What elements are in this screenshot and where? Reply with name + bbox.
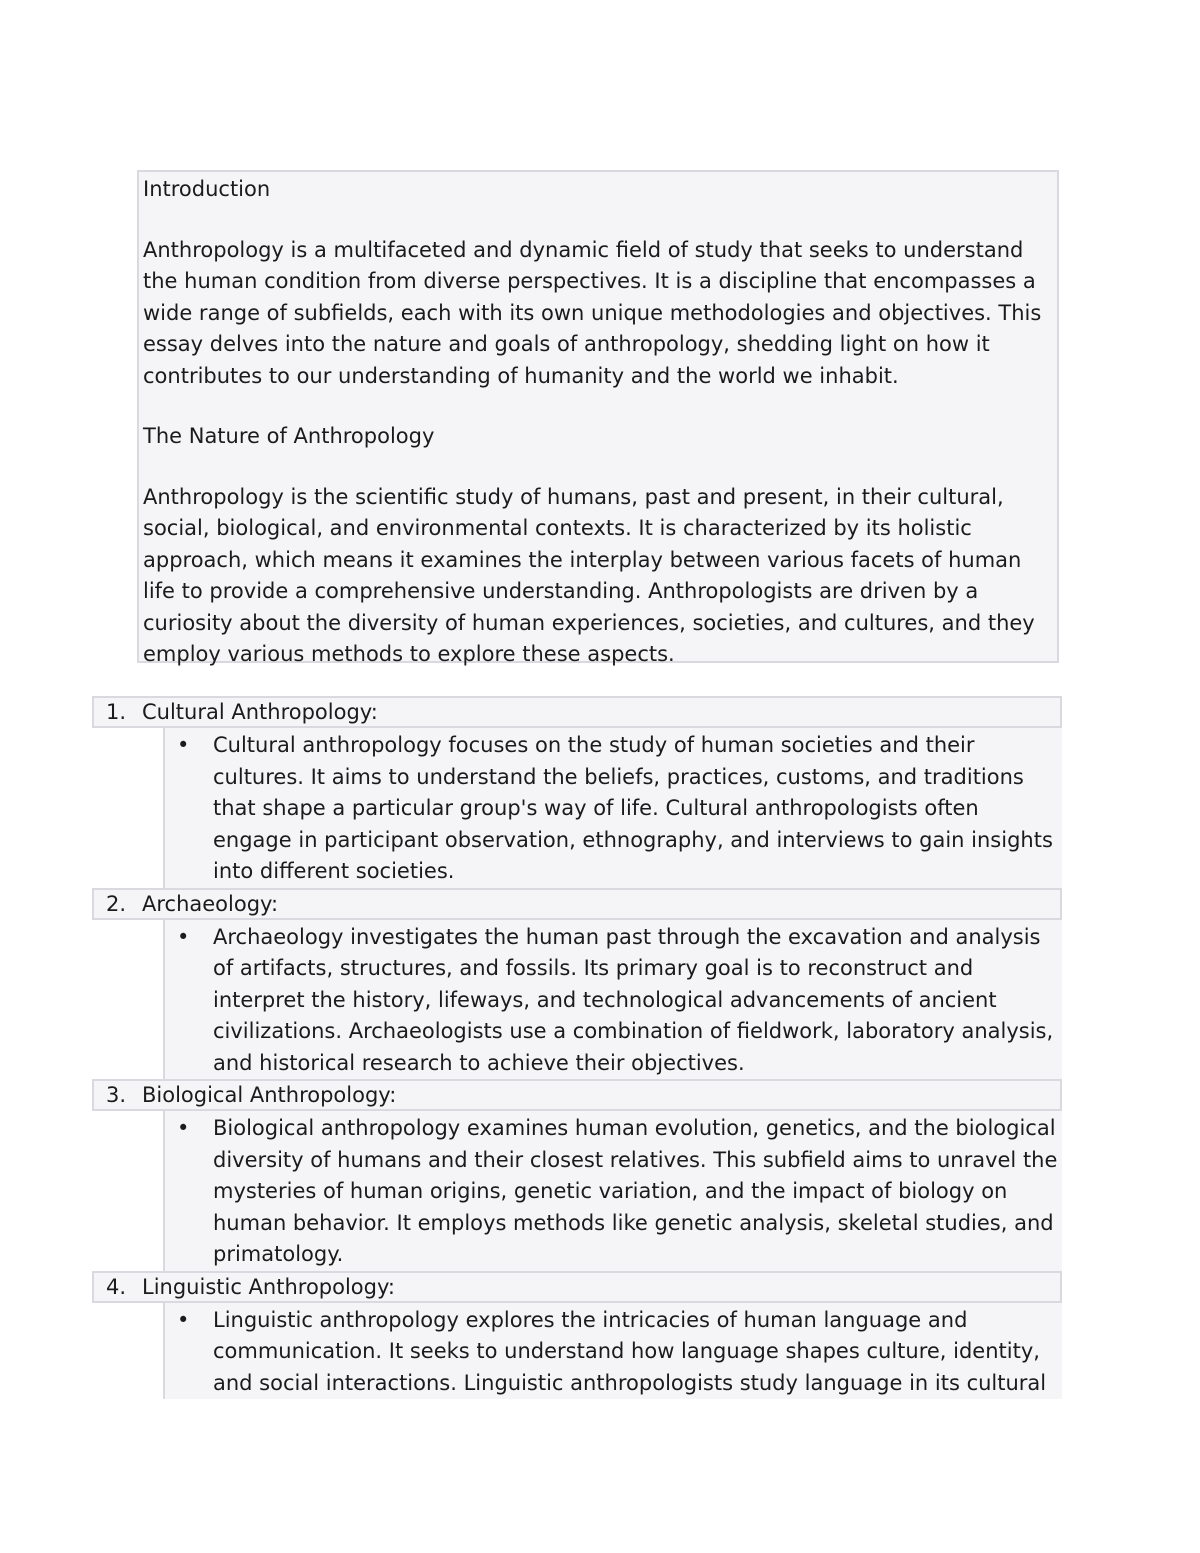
list-item-text: Biological anthropology examines human evolution, genetics, and the biological diversity of humans and their closest relatives. This subfield aims to unravel the mysteries of human origins, genetic variation, and the impact of biology on human behavior. It employs methods like genetic analysis, skeletal studies, and primatology. [213, 1116, 1058, 1266]
nature-paragraph: Anthropology is the scientific study of humans, past and present, in their cultural, social, biological, and environmental contexts. It is characterized by its holistic approach, which means it examines the interplay between various facets of human life to provide a comprehensive understanding. Anthropologists are driven by a curiosity about the diversity of human experiences, societies, and cultures, and they employ various methods to explore these aspects. [143, 484, 1035, 666]
bullet-icon: • [177, 924, 190, 949]
intro-paragraph: Anthropology is a multifaceted and dynamic field of study that seeks to understand the human condition from diverse perspectives. It is a discipline that encompasses a wide range of subfields, each with its own unique methodologies and objectives. This essay delves into the nature and goals of anthropology, shedding light on how it contributes to our understanding of humanity and the world we inhabit. [143, 237, 1042, 388]
list-item-text: Linguistic anthropology explores the intricacies of human language and communication. It seeks to understand how language shapes culture, identity, and social interactions. Linguistic anthropologists study language in its cultural [213, 1307, 1047, 1395]
list-item-title: Linguistic Anthropology: [142, 1274, 395, 1299]
list-item-text: Cultural anthropology focuses on the study of human societies and their cultures. It aims to understand the beliefs, practices, customs, and traditions that shape a particular group's way of life. Cultural anthropologists often engage in participant observation, ethnography, and interviews to gain insights into different societies. [213, 733, 1053, 883]
bullet-icon: • [177, 1116, 190, 1140]
list-item-number: 2. [106, 891, 127, 916]
nature-heading: The Nature of Anthropology [143, 424, 435, 448]
list-item-body [163, 920, 1062, 1080]
list-item-number: 4. [106, 1274, 127, 1299]
list-item-body [163, 728, 1062, 888]
list-item-header [92, 888, 1062, 920]
list-item-text: Archaeology investigates the human past through the excavation and analysis of artifacts, structures, and fossils. Its primary goal is to reconstruct and interpret the history, lifeways, and technological advancements of ancient civilizations. Archaeologists use a combination of fieldwork, laboratory analysis, and historical research to achieve their objectives. [213, 924, 1054, 1075]
bullet-icon: • [177, 1307, 190, 1332]
list-item-body [163, 1111, 1062, 1271]
list-item-number: 3. [106, 1083, 127, 1107]
list-item-header [92, 696, 1062, 728]
list-item-title: Cultural Anthropology: [142, 700, 378, 724]
list-item-header [92, 1079, 1062, 1111]
list-item-number: 1. [106, 700, 127, 724]
bullet-icon: • [177, 733, 190, 757]
list-item-title: Archaeology: [142, 891, 279, 916]
subfields-list [92, 696, 1062, 1395]
list-item-header [92, 1271, 1062, 1303]
list-item-body [163, 1303, 1062, 1400]
intro-heading: Introduction [143, 177, 271, 201]
list-item-title: Biological Anthropology: [142, 1083, 397, 1107]
intro-text-box [137, 170, 1059, 666]
